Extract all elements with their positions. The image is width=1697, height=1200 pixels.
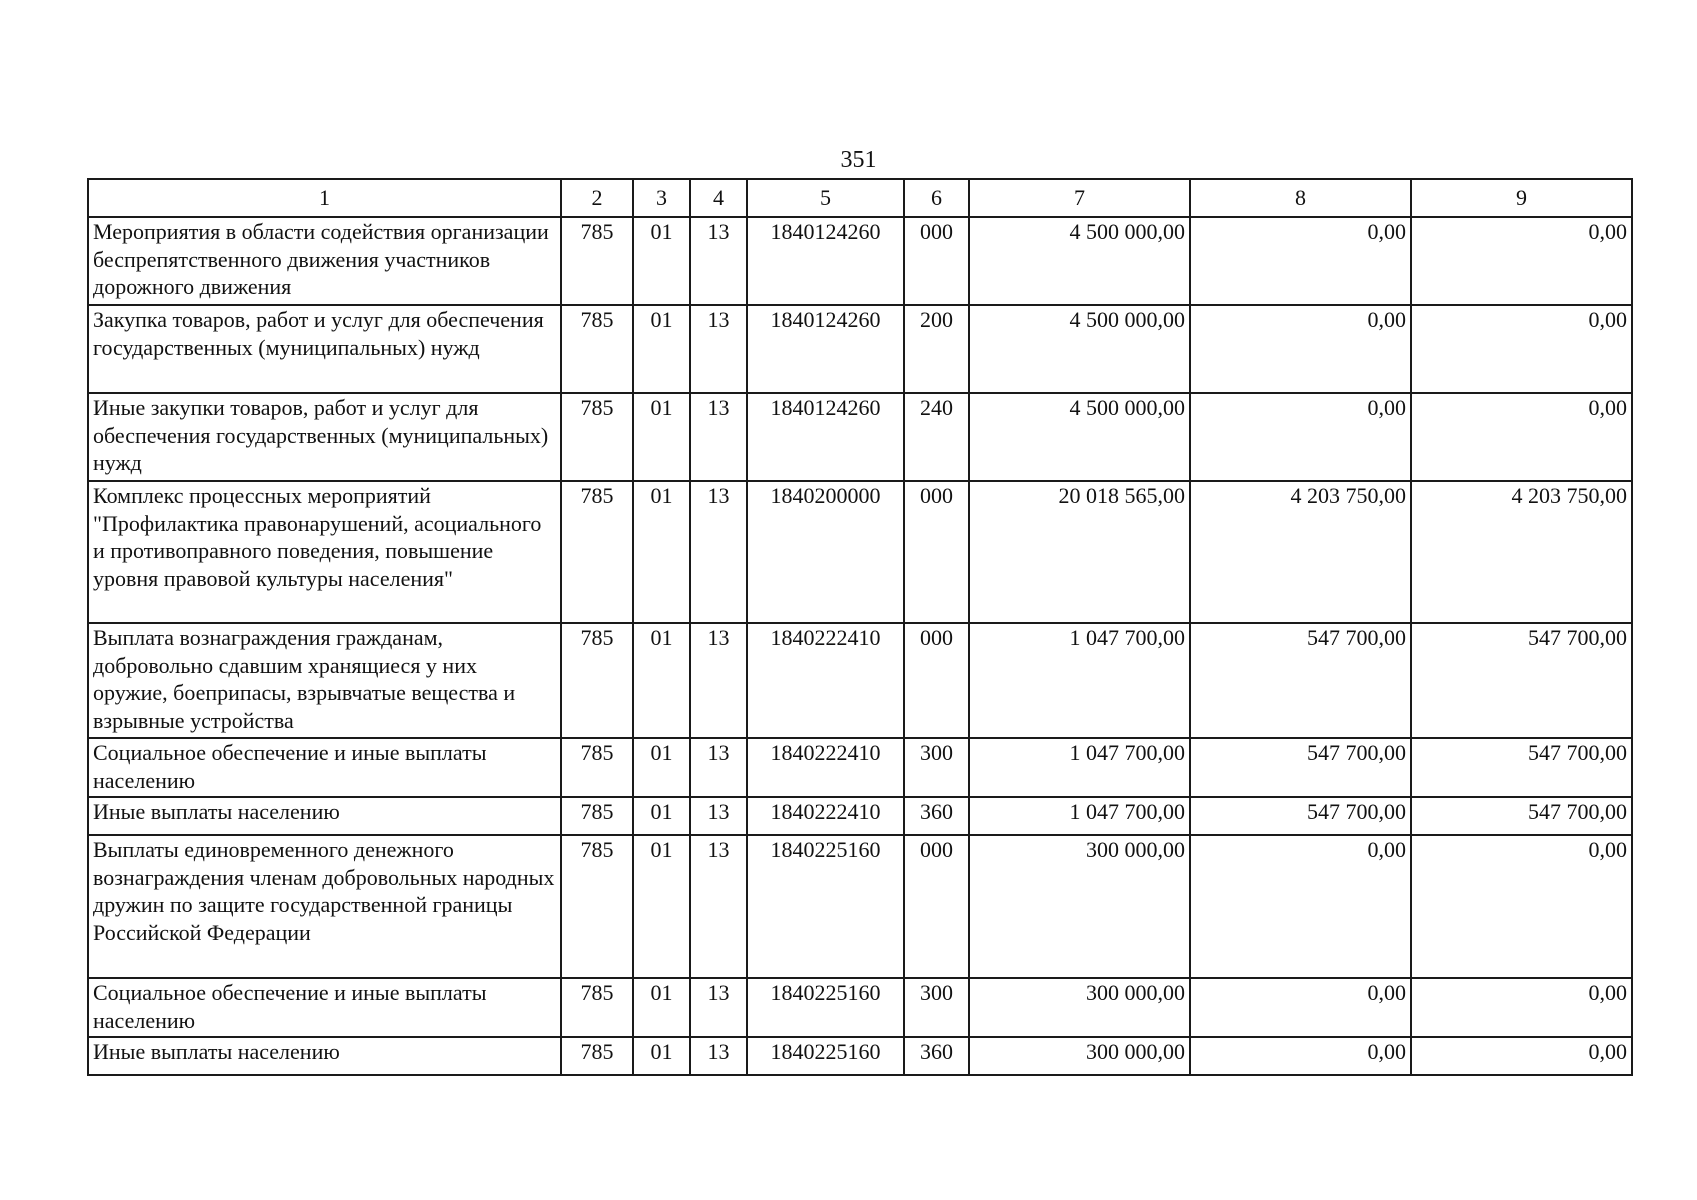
col-2-cell: 785 — [561, 481, 633, 623]
header-col-1: 1 — [88, 179, 561, 217]
col-8-amount: 0,00 — [1190, 217, 1411, 305]
col-9-amount: 547 700,00 — [1411, 797, 1632, 835]
col-4-cell: 13 — [690, 217, 747, 305]
col-9-amount: 0,00 — [1411, 835, 1632, 978]
row-name: Комплекс процессных мероприятий "Профилактика правонарушений, асоциального и противоправного поведения, повышение уровня правовой культуры населения" — [88, 481, 561, 623]
col-9-amount: 547 700,00 — [1411, 623, 1632, 738]
col-8-amount: 547 700,00 — [1190, 797, 1411, 835]
row-name: Социальное обеспечение и иные выплаты населению — [88, 978, 561, 1037]
col-6-cell: 000 — [904, 481, 969, 623]
col-9-amount: 0,00 — [1411, 978, 1632, 1037]
col-5-cell: 1840225160 — [747, 978, 904, 1037]
col-2-cell: 785 — [561, 835, 633, 978]
page-number: 351 — [840, 147, 877, 173]
table-row — [88, 978, 1632, 1037]
table-row — [88, 1037, 1632, 1075]
col-2-cell: 785 — [561, 738, 633, 797]
col-7-amount: 4 500 000,00 — [969, 305, 1190, 393]
col-7-amount: 1 047 700,00 — [969, 623, 1190, 738]
col-5-cell: 1840225160 — [747, 1037, 904, 1075]
col-5-cell: 1840124260 — [747, 305, 904, 393]
header-col-4: 4 — [690, 179, 747, 217]
col-6-cell: 000 — [904, 835, 969, 978]
row-name: Социальное обеспечение и иные выплаты населению — [88, 738, 561, 797]
row-name: Мероприятия в области содействия организации беспрепятственного движения участников дорожного движения — [88, 217, 561, 305]
col-3-cell: 01 — [633, 797, 690, 835]
col-2-cell: 785 — [561, 393, 633, 481]
col-4-cell: 13 — [690, 1037, 747, 1075]
col-9-amount: 0,00 — [1411, 305, 1632, 393]
col-5-cell: 1840124260 — [747, 393, 904, 481]
col-4-cell: 13 — [690, 481, 747, 623]
header-col-8: 8 — [1190, 179, 1411, 217]
col-4-cell: 13 — [690, 835, 747, 978]
col-8-amount: 0,00 — [1190, 305, 1411, 393]
col-6-cell: 300 — [904, 738, 969, 797]
col-4-cell: 13 — [690, 978, 747, 1037]
col-5-cell: 1840200000 — [747, 481, 904, 623]
col-3-cell: 01 — [633, 978, 690, 1037]
col-7-amount: 300 000,00 — [969, 835, 1190, 978]
col-6-cell: 000 — [904, 623, 969, 738]
col-9-amount: 0,00 — [1411, 1037, 1632, 1075]
col-8-amount: 0,00 — [1190, 835, 1411, 978]
table-row — [88, 217, 1632, 305]
col-4-cell: 13 — [690, 305, 747, 393]
col-2-cell: 785 — [561, 305, 633, 393]
col-4-cell: 13 — [690, 623, 747, 738]
table-row — [88, 835, 1632, 978]
col-5-cell: 1840222410 — [747, 623, 904, 738]
col-2-cell: 785 — [561, 1037, 633, 1075]
row-name: Иные закупки товаров, работ и услуг для обеспечения государственных (муниципальных) нужд — [88, 393, 561, 481]
col-9-amount: 0,00 — [1411, 393, 1632, 481]
col-8-amount: 547 700,00 — [1190, 623, 1411, 738]
col-5-cell: 1840124260 — [747, 217, 904, 305]
col-3-cell: 01 — [633, 1037, 690, 1075]
col-9-amount: 0,00 — [1411, 217, 1632, 305]
header-row — [88, 179, 1632, 217]
col-6-cell: 240 — [904, 393, 969, 481]
col-7-amount: 300 000,00 — [969, 978, 1190, 1037]
table-row — [88, 623, 1632, 738]
col-8-amount: 547 700,00 — [1190, 738, 1411, 797]
col-4-cell: 13 — [690, 797, 747, 835]
budget-table — [87, 178, 1633, 1076]
col-3-cell: 01 — [633, 217, 690, 305]
col-3-cell: 01 — [633, 481, 690, 623]
col-6-cell: 000 — [904, 217, 969, 305]
col-8-amount: 0,00 — [1190, 978, 1411, 1037]
col-2-cell: 785 — [561, 797, 633, 835]
col-5-cell: 1840222410 — [747, 797, 904, 835]
col-7-amount: 4 500 000,00 — [969, 217, 1190, 305]
col-8-amount: 4 203 750,00 — [1190, 481, 1411, 623]
col-7-amount: 1 047 700,00 — [969, 738, 1190, 797]
table-row — [88, 797, 1632, 835]
header-col-7: 7 — [969, 179, 1190, 217]
col-3-cell: 01 — [633, 623, 690, 738]
row-name: Выплата вознаграждения гражданам, добровольно сдавшим хранящиеся у них оружие, боеприпасы, взрывчатые вещества и взрывные устройства — [88, 623, 561, 738]
col-3-cell: 01 — [633, 393, 690, 481]
col-5-cell: 1840222410 — [747, 738, 904, 797]
col-4-cell: 13 — [690, 738, 747, 797]
col-7-amount: 4 500 000,00 — [969, 393, 1190, 481]
header-col-9: 9 — [1411, 179, 1632, 217]
col-7-amount: 1 047 700,00 — [969, 797, 1190, 835]
col-9-amount: 4 203 750,00 — [1411, 481, 1632, 623]
header-col-5: 5 — [747, 179, 904, 217]
col-2-cell: 785 — [561, 978, 633, 1037]
col-3-cell: 01 — [633, 835, 690, 978]
col-2-cell: 785 — [561, 623, 633, 738]
col-8-amount: 0,00 — [1190, 1037, 1411, 1075]
row-name: Выплаты единовременного денежного вознаграждения членам добровольных народных дружин по защите государственной границы Российской Федерации — [88, 835, 561, 978]
row-name: Иные выплаты населению — [88, 1037, 561, 1075]
table-row — [88, 305, 1632, 393]
header-col-6: 6 — [904, 179, 969, 217]
col-4-cell: 13 — [690, 393, 747, 481]
col-7-amount: 20 018 565,00 — [969, 481, 1190, 623]
col-3-cell: 01 — [633, 738, 690, 797]
table-row — [88, 481, 1632, 623]
table-row — [88, 738, 1632, 797]
col-6-cell: 360 — [904, 797, 969, 835]
col-6-cell: 300 — [904, 978, 969, 1037]
col-6-cell: 200 — [904, 305, 969, 393]
col-7-amount: 300 000,00 — [969, 1037, 1190, 1075]
col-2-cell: 785 — [561, 217, 633, 305]
col-3-cell: 01 — [633, 305, 690, 393]
row-name: Иные выплаты населению — [88, 797, 561, 835]
col-8-amount: 0,00 — [1190, 393, 1411, 481]
col-5-cell: 1840225160 — [747, 835, 904, 978]
table-row — [88, 393, 1632, 481]
row-name: Закупка товаров, работ и услуг для обеспечения государственных (муниципальных) нужд — [88, 305, 561, 393]
header-col-3: 3 — [633, 179, 690, 217]
col-6-cell: 360 — [904, 1037, 969, 1075]
header-col-2: 2 — [561, 179, 633, 217]
col-9-amount: 547 700,00 — [1411, 738, 1632, 797]
